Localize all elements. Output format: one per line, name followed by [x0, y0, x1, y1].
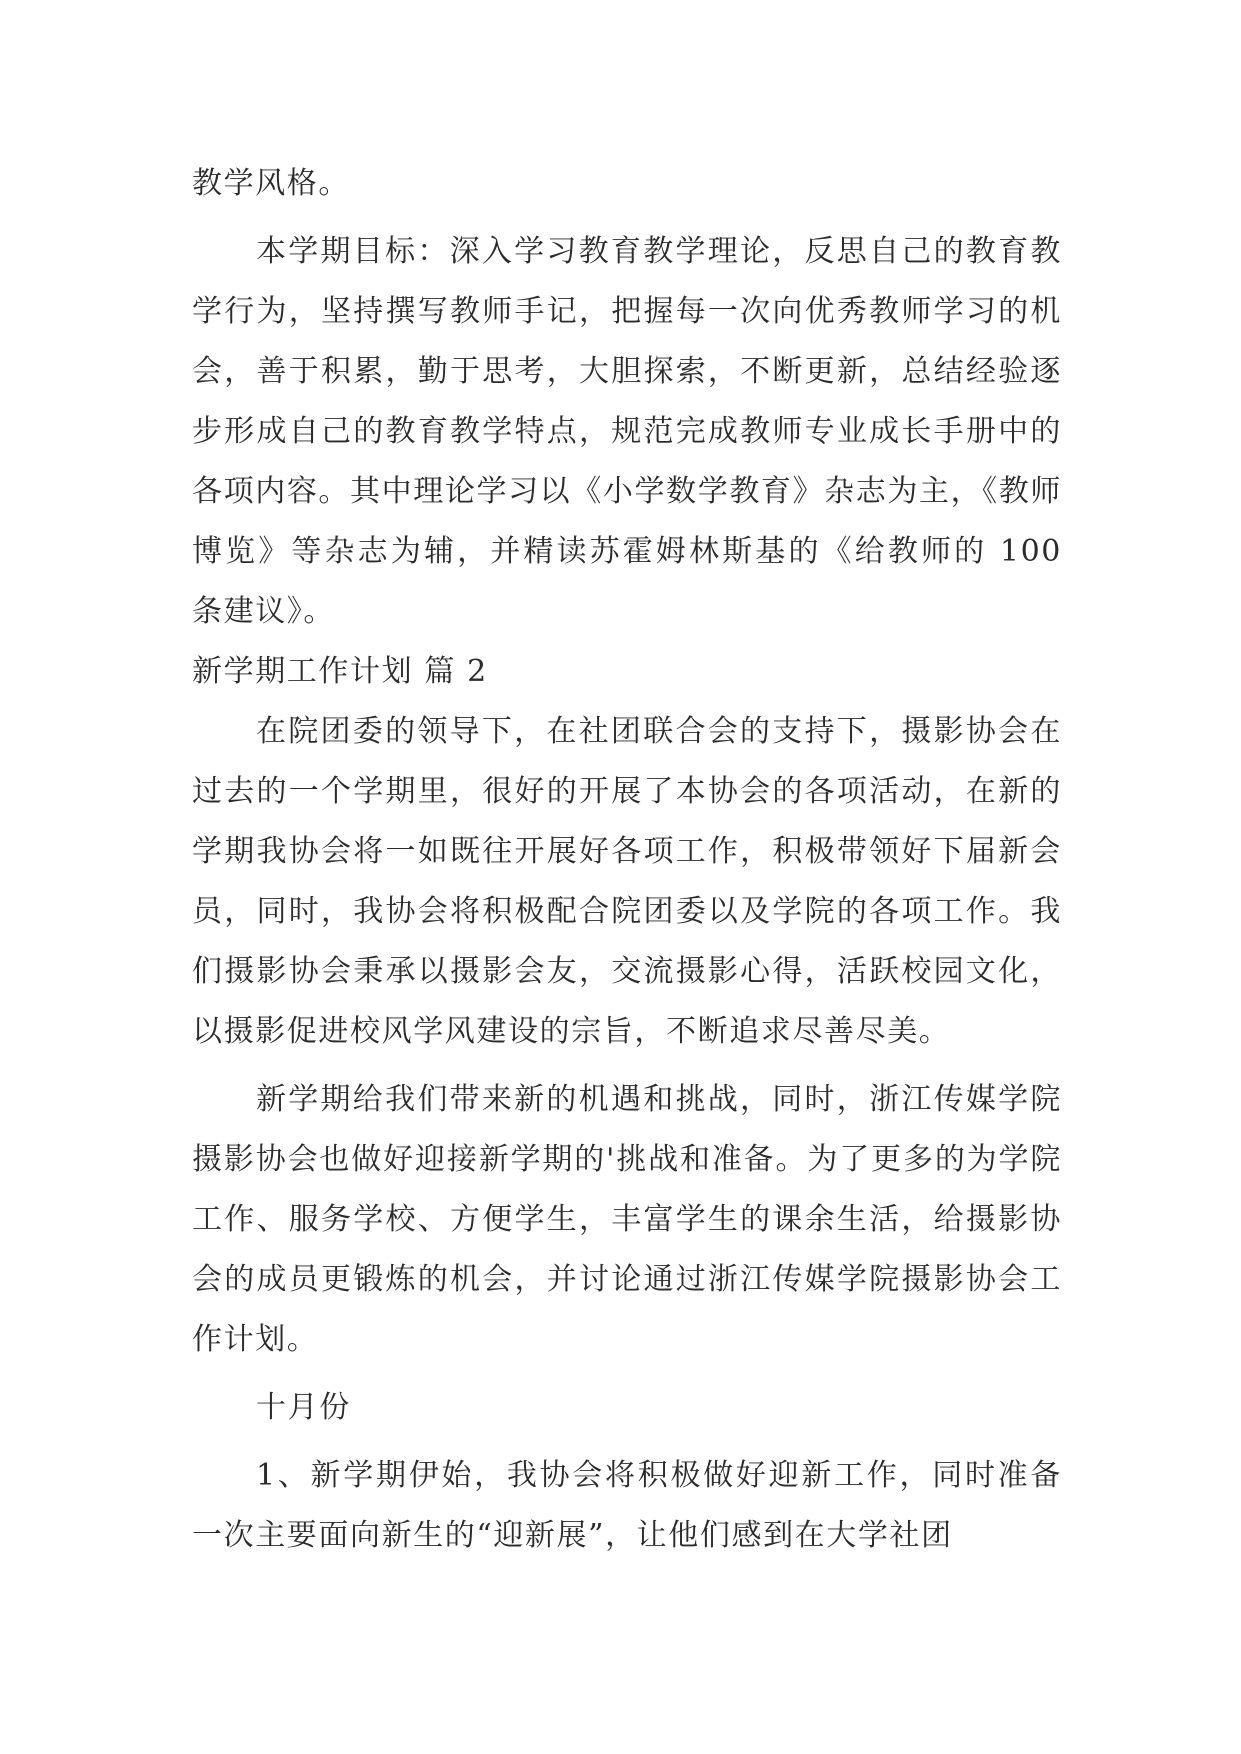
section-heading: 新学期工作计划 篇 2 [192, 654, 488, 689]
paragraph-photography-association-intro: 在院团委的领导下，在社团联合会的支持下，摄影协会在过去的一个学期里，很好的开展了本协会的各项活动，在新的学期我协会将一如既往开展好各项工作，积极带领好下届新会员，同时，我协会将积极配合院团委以及学院的各项工作。我们摄影协会秉承以摄影会友，交流摄影心得，活跃校园文化，以摄影促进校风学风建设的宗旨，不断追求尽善尽美。 [192, 714, 1062, 1049]
paragraph-semester-goal: 本学期目标：深入学习教育教学理论，反思自己的教育教学行为，坚持撰写教师手记，把握每一次向优秀教师学习的机会，善于积累，勤于思考，大胆探索，不断更新，总结经验逐步形成自己的教育教学特点，规范完成教师专业成长手册中的各项内容。其中理论学习以《小学数学教育》杂志为主，《教师博览》等杂志为辅，并精读苏霍姆林斯基的《给教师的 100 条建议》。 [192, 234, 1062, 629]
paragraph-october-label: 十月份 [256, 1390, 351, 1425]
document-body [192, 154, 1062, 1566]
paragraph-new-semester-challenge: 新学期给我们带来新的机遇和挑战，同时，浙江传媒学院摄影协会也做好迎接新学期的'挑战和准备。为了更多的为学院工作、服务学校、方便学生，丰富学生的课余生活，给摄影协会的成员更锻炼的机会，并讨论通过浙江传媒学院摄影协会工作计划。 [192, 1082, 1062, 1357]
paragraph-item-1: 1、新学期伊始，我协会将积极做好迎新工作，同时准备一次主要面向新生的“迎新展”，让他们感到在大学社团 [192, 1458, 1062, 1553]
paragraph-continuation: 教学风格。 [192, 166, 350, 201]
